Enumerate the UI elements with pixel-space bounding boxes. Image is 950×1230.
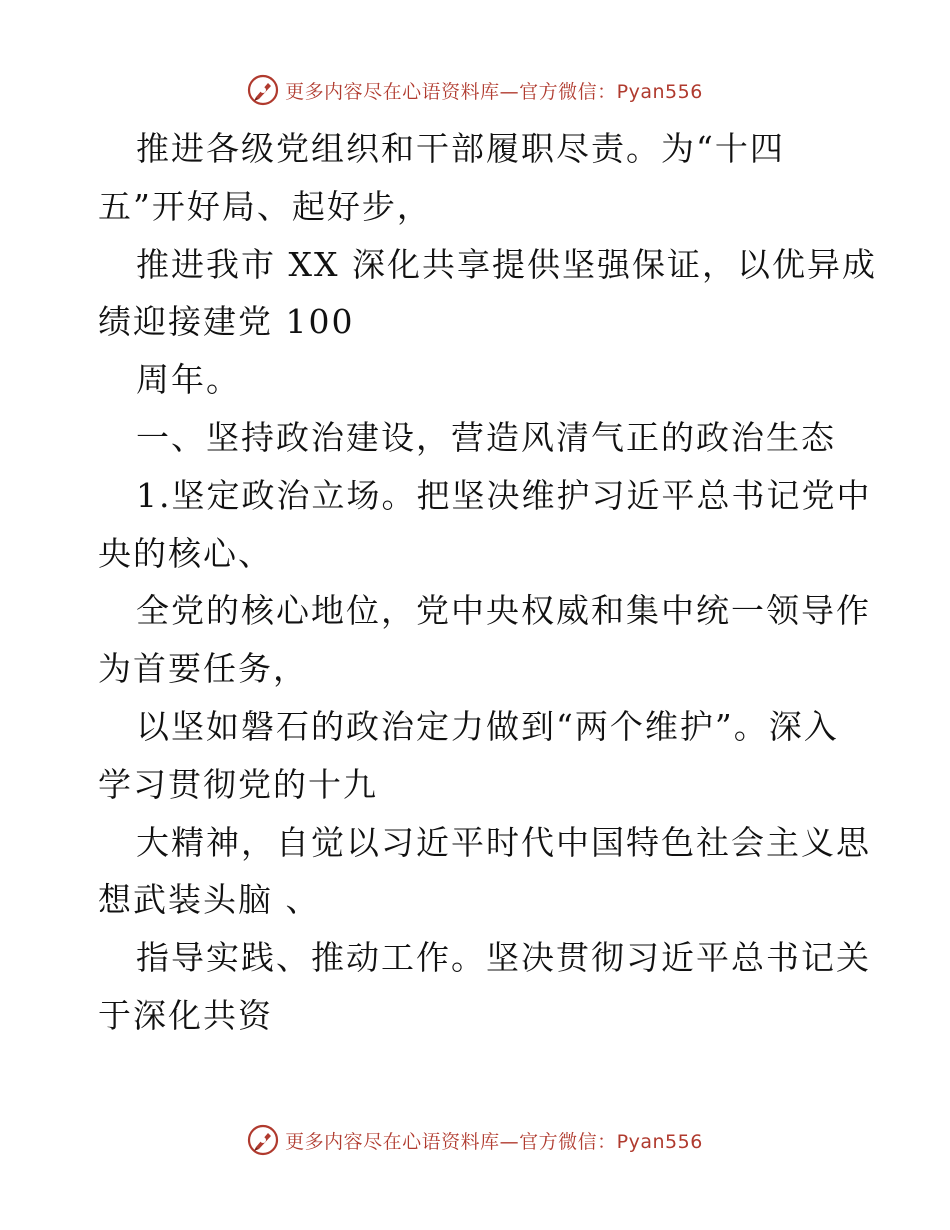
header-watermark-text: 更多内容尽在心语资料库—官方微信：Pyan556 [285, 80, 703, 103]
footer-watermark-text: 更多内容尽在心语资料库—官方微信：Pyan556 [285, 1130, 703, 1153]
document-body [98, 120, 877, 1045]
paragraph-line: 学习贯彻党的十九 [98, 764, 378, 804]
paragraph-line: 1.坚定政治立场。把坚决维护习近平总书记党中 [136, 475, 872, 515]
paragraph-line: 想武装头脑 、 [98, 880, 321, 920]
paragraph-line: 推进我市 XX 深化共享提供坚强保证，以优异成 [136, 244, 877, 284]
footer-watermark-banner [0, 1120, 950, 1160]
paragraph-line: 指导实践、推动工作。坚决贯彻习近平总书记关 [136, 938, 871, 978]
quill-pen-icon [247, 1124, 279, 1156]
paragraph-line: 大精神，自觉以习近平时代中国特色社会主义思 [136, 822, 871, 862]
paragraph-line: 全党的核心地位，党中央权威和集中统一领导作 [136, 591, 871, 631]
paragraph-line: 五”开好局、起好步， [98, 186, 432, 226]
paragraph-line: 于深化共资 [98, 995, 273, 1035]
section-heading: 一、坚持政治建设，营造风清气正的政治生态 [136, 417, 836, 457]
paragraph-line: 推进各级党组织和干部履职尽责。为“十四 [136, 129, 785, 168]
paragraph-line: 周年。 [136, 360, 241, 400]
paragraph-line: 以坚如磐石的政治定力做到“两个维护”。深入 [136, 706, 839, 746]
paragraph-line: 央的核心、 [98, 533, 273, 573]
paragraph-line: 为首要任务， [98, 649, 308, 689]
header-watermark-banner [0, 70, 950, 110]
quill-pen-icon [247, 74, 279, 106]
paragraph-line: 绩迎接建党 100 [98, 302, 355, 342]
